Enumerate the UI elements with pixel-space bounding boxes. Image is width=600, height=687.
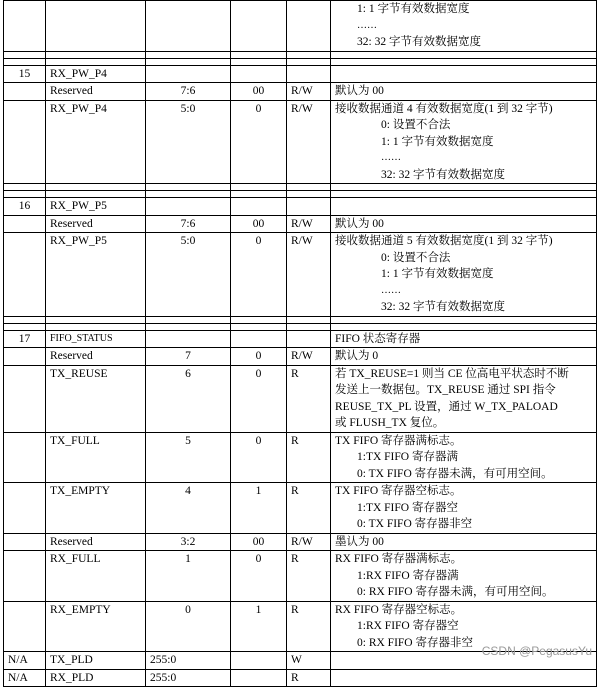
field-type: R <box>287 551 331 602</box>
field-name: RX_EMPTY <box>46 601 146 652</box>
table-row <box>4 669 597 687</box>
field-bits: 255:0 <box>146 669 231 687</box>
field-name: TX_EMPTY <box>46 483 146 534</box>
field-bits: 6 <box>146 365 231 432</box>
table-row <box>4 533 597 551</box>
register-header-row <box>4 198 597 216</box>
field-name: RX_PW_P5 <box>46 233 146 317</box>
desc-line: 若 TX_REUSE=1 则当 CE 位高电平状态时不断 <box>335 367 569 380</box>
field-name: RX_PW_P4 <box>46 100 146 184</box>
field-desc <box>331 483 597 534</box>
desc-line: 32: 32 字节有效数据宽度 <box>381 301 505 313</box>
field-reset: 00 <box>231 215 287 233</box>
register-name: RX_PW_P5 <box>46 198 146 216</box>
desc-line: 0: 设置不合法 <box>381 251 451 264</box>
table-row <box>4 432 597 483</box>
desc-line: 接收数据通道 4 有效数据宽度(1 到 32 字节) <box>335 102 553 115</box>
field-desc <box>331 432 597 483</box>
spacer-row <box>4 58 597 65</box>
field-type: R/W <box>287 348 331 366</box>
desc-line: TX FIFO 寄存器满标志。 <box>335 434 462 447</box>
field-bits: 5 <box>146 432 231 483</box>
field-bits: 4 <box>146 483 231 534</box>
desc-cell <box>331 1 597 52</box>
table-row <box>4 365 597 432</box>
register-address: 16 <box>4 198 46 216</box>
field-reset: 00 <box>231 533 287 551</box>
spacer-row <box>4 191 597 198</box>
desc-line: …… <box>357 19 377 31</box>
register-desc: FIFO 状态寄存器 <box>331 330 597 348</box>
field-type: R <box>287 483 331 534</box>
table-row <box>4 483 597 534</box>
field-type: R/W <box>287 233 331 317</box>
field-desc <box>331 551 597 602</box>
register-name: RX_PW_P4 <box>46 65 146 83</box>
field-desc: 默认为 0 <box>331 348 597 366</box>
table-row <box>4 233 597 317</box>
field-name: Reserved <box>46 215 146 233</box>
field-reset: 0 <box>231 432 287 483</box>
field-name: TX_FULL <box>46 432 146 483</box>
table-row <box>4 83 597 101</box>
field-reset: 0 <box>231 100 287 184</box>
field-reset: 0 <box>231 233 287 317</box>
register-header-row <box>4 330 597 348</box>
register-address: N/A <box>4 652 46 670</box>
field-type: W <box>287 652 331 670</box>
field-reset: 00 <box>231 83 287 101</box>
field-name: Reserved <box>46 533 146 551</box>
field-type: R <box>287 365 331 432</box>
desc-line: …… <box>381 284 401 296</box>
field-type: R/W <box>287 215 331 233</box>
register-name: TX_PLD <box>46 652 146 670</box>
field-name: Reserved <box>46 83 146 101</box>
table-row <box>4 1 597 52</box>
table-row <box>4 215 597 233</box>
field-type: R/W <box>287 100 331 184</box>
table-row <box>4 551 597 602</box>
desc-line: 0: 设置不合法 <box>381 119 451 131</box>
addr-cell <box>4 1 46 52</box>
field-reset: 0 <box>231 551 287 602</box>
field-desc <box>331 233 597 317</box>
field-reset: 0 <box>231 365 287 432</box>
desc-line: 1:TX FIFO 寄存器满 <box>357 451 458 463</box>
desc-line: 0: TX FIFO 寄存器未满，有可用空间。 <box>357 467 553 480</box>
field-reset: 1 <box>231 483 287 534</box>
spacer-row <box>4 323 597 330</box>
desc-line: 0: RX FIFO 寄存器未满，有可用空间。 <box>357 586 554 598</box>
field-reset: 1 <box>231 601 287 652</box>
desc-line: 1: 1 字节有效数据宽度 <box>381 268 494 280</box>
field-desc <box>331 365 597 432</box>
register-address: 15 <box>4 65 46 83</box>
reset-cell <box>231 1 287 52</box>
register-name: RX_PLD <box>46 669 146 687</box>
register-table <box>3 0 597 687</box>
field-bits: 5:0 <box>146 100 231 184</box>
type-cell <box>287 1 331 52</box>
field-name: Reserved <box>46 348 146 366</box>
name-cell <box>46 1 146 52</box>
bits-cell <box>146 1 231 52</box>
desc-line: 或 FLUSH_TX 复位。 <box>335 417 445 429</box>
field-type: R <box>287 432 331 483</box>
field-type: R <box>287 601 331 652</box>
watermark: CSDN @PegasusYu <box>481 644 592 658</box>
field-type: R/W <box>287 533 331 551</box>
desc-line: 1:TX FIFO 寄存器空 <box>357 501 458 514</box>
field-type: R/W <box>287 83 331 101</box>
field-bits: 7 <box>146 348 231 366</box>
desc-line: 发送上一数据包。TX_REUSE 通过 SPI 指令 <box>335 384 556 396</box>
spacer-row <box>4 316 597 323</box>
field-bits: 3:2 <box>146 533 231 551</box>
field-bits: 1 <box>146 551 231 602</box>
field-desc <box>331 100 597 184</box>
desc-line: 32: 32 字节有效数据宽度 <box>357 36 481 48</box>
desc-line: RX FIFO 寄存器空标志。 <box>335 603 463 616</box>
desc-line: REUSE_TX_PL 设置，通过 W_TX_PALOAD <box>335 400 558 413</box>
desc-line: RX FIFO 寄存器满标志。 <box>335 553 463 565</box>
field-bits: 7:6 <box>146 83 231 101</box>
desc-line: 32: 32 字节有效数据宽度 <box>381 168 505 181</box>
desc-line: 1: 1 字节有效数据宽度 <box>357 3 470 15</box>
table-row <box>4 100 597 184</box>
field-desc: 墨认为 00 <box>331 533 597 551</box>
register-address: N/A <box>4 669 46 687</box>
field-bits: 7:6 <box>146 215 231 233</box>
field-reset: 0 <box>231 348 287 366</box>
desc-line: 0: RX FIFO 寄存器非空 <box>357 636 473 649</box>
field-name: RX_FULL <box>46 551 146 602</box>
desc-line: 0: TX FIFO 寄存器非空 <box>357 518 473 530</box>
field-name: TX_REUSE <box>46 365 146 432</box>
spacer-row <box>4 51 597 58</box>
spacer-row <box>4 184 597 191</box>
register-header-row <box>4 65 597 83</box>
desc-line: 1:RX FIFO 寄存器满 <box>357 569 459 582</box>
register-name: FIFO_STATUS <box>46 330 146 348</box>
field-bits: 0 <box>146 601 231 652</box>
register-address: 17 <box>4 330 46 348</box>
desc-line: …… <box>381 152 401 163</box>
field-bits: 255:0 <box>146 652 231 670</box>
field-desc: 默认为 00 <box>331 215 597 233</box>
field-desc: 默认为 00 <box>331 83 597 101</box>
field-type: R <box>287 669 331 687</box>
desc-line: 接收数据通道 5 有效数据宽度(1 到 32 字节) <box>335 235 553 247</box>
desc-line: TX FIFO 寄存器空标志。 <box>335 485 462 497</box>
desc-line: 1:RX FIFO 寄存器空 <box>357 620 459 632</box>
field-bits: 5:0 <box>146 233 231 317</box>
table-row <box>4 348 597 366</box>
desc-line: 1: 1 字节有效数据宽度 <box>381 135 494 148</box>
